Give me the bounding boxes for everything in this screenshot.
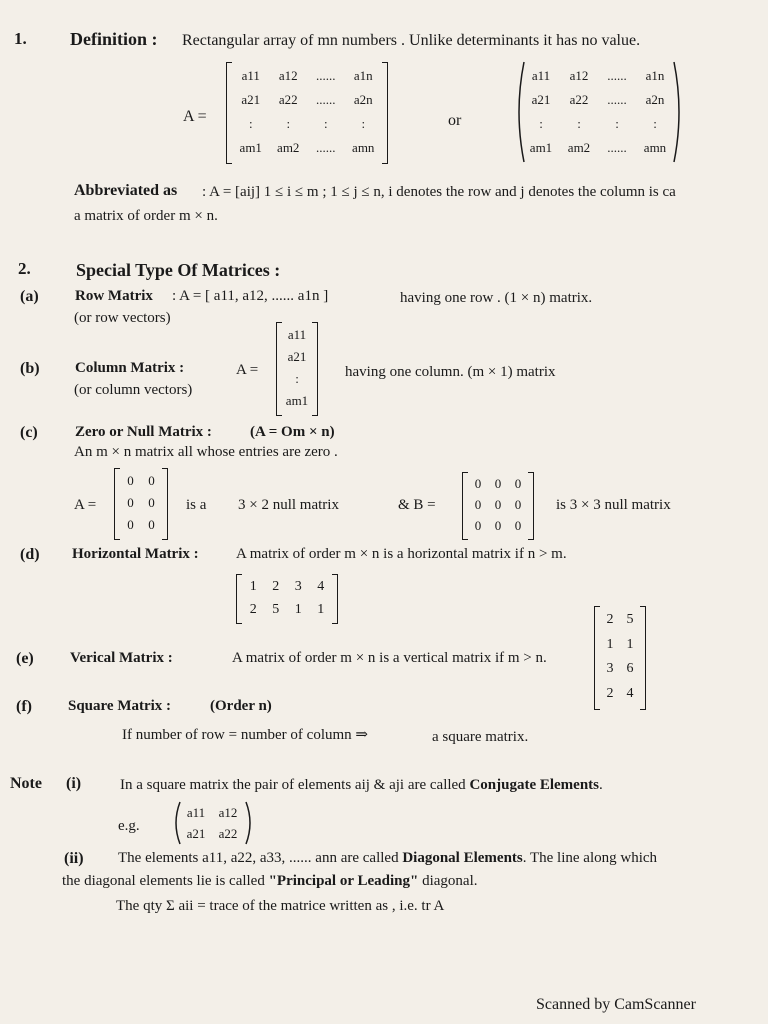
matrix-cell: : [653,116,657,131]
matrix-cell: 0 [127,495,134,510]
section-title: Special Type Of Matrices : [76,260,281,280]
matrix-cell: a22 [218,825,238,841]
matrix-cell: : [323,116,328,131]
trace-text: The qty Σ aii = trace of the matrice written as , i.e. tr A [116,898,445,914]
matrix-cell: am2 [567,140,591,155]
section-number: 1. [14,29,27,48]
row-matrix-desc: having one row . (1 × n) matrix. [400,290,593,306]
matrix-cell: a21 [186,825,206,841]
matrix-cell: 5 [626,612,634,628]
matrix-cell: a11 [531,68,551,83]
note-label: Note [10,775,42,792]
matrix-cell: 6 [626,661,634,677]
right-paren [244,800,254,846]
matrix-cell: 0 [514,496,522,512]
section-title: Definition : [70,29,158,49]
square-matrix-label: Square Matrix : [68,698,172,714]
null-matrix-a [120,470,162,536]
eg-matrix [180,802,244,844]
matrix-cell: a22 [278,92,298,107]
matrix-cell: 0 [127,473,134,488]
matrix-cell: a1n [353,68,373,83]
matrix-cell: 1 [606,636,614,652]
matrix-cell: 1 [249,578,257,594]
matrix-cell: 3 [606,661,614,677]
null-matrix-b-desc: is 3 × 3 null matrix [556,497,671,513]
matrix-cell: ...... [316,68,336,83]
item-tag: (d) [20,546,40,563]
matrix-cell: am2 [277,140,300,155]
right-bracket [640,606,646,710]
matrix-cell: 2 [606,612,614,628]
column-matrix-label: Column Matrix : [75,360,185,376]
matrix-cell: am1 [239,140,262,155]
matrix-cell: : [248,116,253,131]
matrix-cell: 0 [148,495,155,510]
row-matrix-formula: : A = [ a11, a12, ...... a1n ] [172,288,329,304]
null-matrix-formula: (A = Om × n) [250,424,335,440]
note-item-tag: (ii) [64,850,84,867]
matrix-cell: : [286,116,291,131]
matrix-cell: 0 [474,476,482,492]
right-bracket [382,62,388,164]
horizontal-matrix-desc: A matrix of order m × n is a horizontal matrix if n > m. [236,546,567,562]
matrix-cell: 0 [494,517,502,533]
matrix-cell: a12 [278,68,298,83]
equation-label: A = [236,362,259,378]
matrix-cell: 3 [294,578,302,594]
matrix-cell: amn [352,140,375,155]
vertical-matrix-desc: A matrix of order m × n is a vertical matrix if m > n. [232,650,547,666]
horizontal-matrix [242,575,332,621]
matrix-cell: 0 [514,476,522,492]
note-i-text: In a square matrix the pair of elements aij & aji are called Conjugate Elements. [120,777,603,793]
matrix-cell: am1 [285,393,309,408]
item-tag: (b) [20,360,40,377]
item-tag: (c) [20,424,38,441]
matrix-cell: 2 [249,601,257,617]
matrix-cell: a2n [645,92,665,107]
matrix-cell: ...... [607,68,627,83]
eg-label: e.g. [118,818,140,834]
matrix-cell: a12 [218,804,238,820]
is-a-label: is a [186,497,207,513]
matrix-cell: ...... [607,140,627,155]
right-bracket [528,472,534,540]
matrix-cell: 0 [474,517,482,533]
matrix-cell: : [295,371,299,386]
item-tag: (a) [20,288,39,305]
general-matrix-brackets [232,64,382,160]
null-matrix-a-desc: 3 × 2 null matrix [238,497,339,513]
row-matrix-sub: (or row vectors) [74,310,171,326]
square-matrix-desc2: a square matrix. [432,729,529,745]
matrix-cell: amn [643,140,667,155]
equation-label: A = [74,497,97,513]
abbreviated-label: Abbreviated as [74,182,178,199]
matrix-cell: a21 [531,92,551,107]
matrix-cell: : [361,116,366,131]
null-matrix-b [468,474,528,536]
null-matrix-label: Zero or Null Matrix : [75,424,212,440]
matrix-cell: 2 [606,685,614,701]
matrix-cell: 4 [626,685,634,701]
matrix-cell: a2n [353,92,373,107]
column-matrix-sub: (or column vectors) [74,382,193,398]
item-tag: (f) [16,698,32,715]
matrix-cell: 0 [148,473,155,488]
null-matrix-desc: An m × n matrix all whose entries are zero . [74,444,338,460]
matrix-cell: 0 [514,517,522,533]
matrix-cell: ...... [607,92,627,107]
equation-label: & B = [398,497,436,513]
matrix-cell: 0 [494,476,502,492]
square-matrix-order: (Order n) [210,698,272,714]
matrix-cell: a11 [241,68,260,83]
matrix-cell: ...... [316,92,336,107]
item-tag: (e) [16,650,34,667]
or-label: or [448,112,462,129]
matrix-cell: a11 [186,804,206,820]
matrix-cell: 0 [494,496,502,512]
right-bracket [162,468,168,540]
matrix-cell: 0 [148,517,155,532]
right-bracket [312,322,318,416]
section-number: 2. [18,259,31,278]
note-item-tag: (i) [66,775,82,792]
matrix-cell: : [615,116,619,131]
abbreviated-line2: a matrix of order m × n. [74,208,218,224]
vertical-matrix-label: Verical Matrix : [70,650,173,666]
matrix-cell: 1 [626,636,634,652]
note-ii-text: The elements a11, a22, a33, ...... ann are called Diagonal Elements. The line along which [118,850,658,866]
matrix-cell: a21 [241,92,261,107]
matrix-cell: : [539,116,543,131]
matrix-cell: 0 [127,517,134,532]
matrix-cell: a1n [645,68,665,83]
row-matrix-label: Row Matrix [75,288,153,304]
matrix-cell: ...... [316,140,336,155]
note-ii-line2: the diagonal elements lie is called "Principal or Leading" diagonal. [62,873,478,889]
vertical-matrix [600,608,640,706]
matrix-cell: 4 [317,578,325,594]
matrix-cell: 2 [272,578,280,594]
definition-text: Rectangular array of mn numbers . Unlike determinants it has no value. [182,32,641,49]
column-matrix-desc: having one column. (m × 1) matrix [345,364,556,380]
matrix-cell: 1 [294,601,302,617]
matrix-cell: a21 [287,349,307,364]
column-matrix [282,324,312,412]
matrix-cell: a22 [569,92,589,107]
matrix-cell: a11 [287,327,307,342]
matrix-cell: 5 [272,601,280,617]
horizontal-matrix-label: Horizontal Matrix : [72,546,199,562]
abbreviated-text: : A = [aij] 1 ≤ i ≤ m ; 1 ≤ j ≤ n, i denotes the row and j denotes the column is ca [202,184,676,200]
equation-label: A = [183,108,207,125]
matrix-cell: 1 [317,601,325,617]
general-matrix-parens [522,64,674,160]
matrix-cell: am1 [529,140,553,155]
matrix-cell: 0 [474,496,482,512]
square-matrix-desc: If number of row = number of column ⇒ [122,727,368,743]
scanner-footer: Scanned by CamScanner [536,996,696,1013]
right-bracket [332,574,338,624]
matrix-cell: : [577,116,581,131]
matrix-cell: a12 [569,68,589,83]
